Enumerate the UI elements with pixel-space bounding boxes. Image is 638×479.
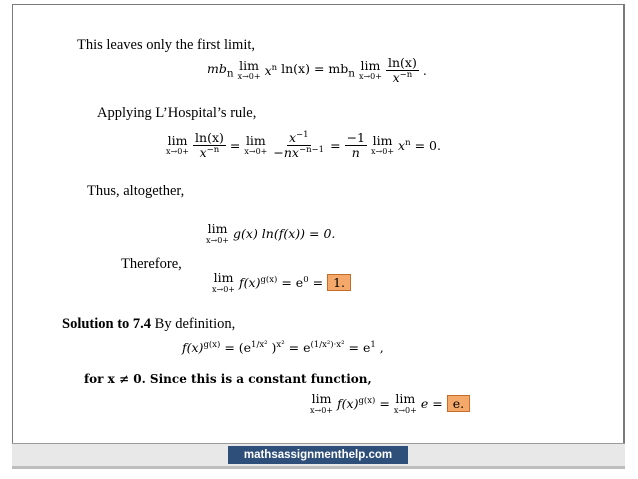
text-first-limit: This leaves only the first limit, xyxy=(77,37,256,53)
solution-text: By definition, xyxy=(151,316,236,332)
text-altogether: Thus, altogether, xyxy=(87,183,185,199)
equation-lhospital: lim x→0+ $\frac{\ln(x)}{x^{-n}}$ = lim x→0+ $\frac{x^{-1}}{-nx^{-n-1}}$ = $\frac{-1}{n}$ lim x→0+ $x^n$ = 0. xyxy=(166,130,441,161)
equation-therefore: lim x→0+ $f(x)^{g(x)}$ = $e^0$ = 1. xyxy=(212,272,351,294)
text-constant-function: for x ≠ 0. Since this is a constant function, xyxy=(84,372,372,386)
text-lhospital: Applying L’Hospital’s rule, xyxy=(97,105,257,121)
footer-shadow xyxy=(12,466,625,469)
equation-altogether: lim x→0+ g(x) ln(f(x)) = 0. xyxy=(206,221,336,245)
footer-link[interactable]: mathsassignmenthelp.com xyxy=(228,446,408,464)
boxed-answer-one: 1. xyxy=(327,274,351,291)
equation-final: lim x→0+ $f(x)^{g(x)}$ = lim x→0+ e = e. xyxy=(310,393,470,415)
text-therefore: Therefore, xyxy=(121,256,182,272)
equation-definition: $f(x)^{g(x)}$ = ($e^{1/x^2}$ )$^{x^2}$ = $e^{(1/x^2)\cdot x^2}$ = $e^1$ , xyxy=(182,340,384,356)
boxed-answer-e: e. xyxy=(447,395,470,412)
solution-heading xyxy=(62,316,235,333)
solution-label: Solution to 7.4 xyxy=(62,316,152,332)
equation-first-limit: $mb_n$ lim x→0+ $x^n$ $\ln(x) = mb_n$ lim x→0+ $\frac{\ln(x)}{x^{-n}}$ . xyxy=(207,55,427,85)
